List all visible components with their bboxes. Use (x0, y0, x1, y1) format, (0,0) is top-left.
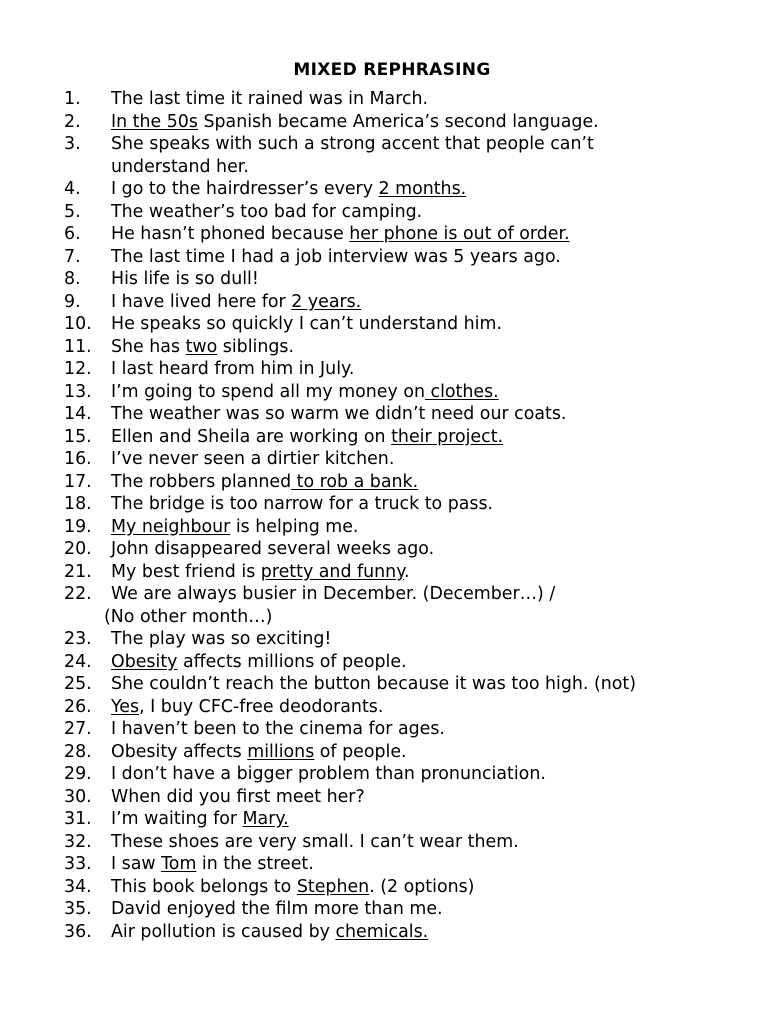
list-item (0, 223, 768, 246)
item-sentence (111, 921, 768, 944)
sentence-text: The last time it rained was in March. (111, 89, 429, 109)
underlined-phrase: pretty and funny (260, 561, 405, 582)
sentence-text: He hasn’t phoned because (111, 224, 350, 244)
item-sentence (111, 651, 768, 674)
sentence-text: I’m waiting for (111, 809, 243, 829)
item-number: 27. (64, 719, 92, 739)
underlined-phrase: 2 years. (291, 291, 362, 312)
sentence-text: I don’t have a bigger problem than pronunciation. (111, 764, 546, 784)
item-number: 9. (64, 291, 81, 312)
item-number: 21. (64, 561, 92, 582)
item-number: 35. (64, 899, 92, 919)
item-sentence (111, 493, 768, 516)
sentence-text: She speaks with such a strong accent that people can’t understand her. (111, 134, 594, 177)
item-sentence (111, 786, 768, 809)
sentence-text: . (2 options) (369, 876, 475, 897)
list-item (0, 921, 768, 944)
item-sentence (111, 628, 768, 651)
sentence-text: is helping me. (230, 516, 359, 537)
item-number: 33. (64, 854, 92, 874)
list-item (0, 876, 768, 899)
sentence-text: The last time I had a job interview was 5 years ago. (111, 246, 561, 267)
item-sentence (111, 291, 768, 314)
sentence-text: I last heard from him in July. (111, 359, 355, 379)
underlined-phrase: Mary. (242, 809, 289, 829)
underlined-phrase: their project. (391, 426, 504, 447)
list-item (0, 246, 768, 269)
item-sentence (111, 808, 768, 831)
underlined-phrase: Tom (161, 854, 197, 874)
sentence-text: This book belongs to (111, 876, 297, 897)
sentence-text: My best friend is (111, 561, 261, 582)
list-item (0, 358, 768, 381)
sentence-text: When did you first meet her? (111, 786, 365, 807)
list-item (0, 898, 768, 921)
sentence-text: The bridge is too narrow for a truck to pass. (111, 494, 494, 514)
item-sentence (111, 223, 768, 246)
sentence-text: The weather’s too bad for camping. (111, 201, 423, 222)
item-sentence (111, 471, 768, 494)
underlined-phrase: My neighbour (111, 516, 231, 537)
sentence-text: Ellen and Sheila are working on (111, 426, 392, 447)
list-item (0, 381, 768, 404)
item-number: 19. (64, 516, 92, 537)
sentence-text: I go to the hairdresser’s every (111, 179, 379, 199)
item-number: 26. (64, 696, 92, 717)
sentence-text: . (404, 561, 410, 582)
list-item (0, 111, 768, 134)
item-sentence (111, 336, 768, 359)
underlined-phrase: to rob a bank. (291, 471, 419, 492)
underlined-phrase: clothes. (425, 381, 499, 402)
underlined-phrase: millions (247, 741, 315, 762)
item-number: 7. (64, 246, 81, 267)
sentence-text: I’ve never seen a dirtier kitchen. (111, 449, 395, 469)
sentence-text: I’m going to spend all my money on (111, 381, 425, 402)
item-sentence (111, 673, 768, 696)
sentence-text: Obesity affects (111, 741, 248, 762)
item-number: 13. (64, 381, 92, 402)
sentence-text: siblings. (217, 336, 295, 357)
underlined-phrase: In the 50s (111, 111, 198, 132)
list-item (0, 538, 768, 561)
sentence-text: She couldn’t reach the button because it was too high. (not) (111, 674, 637, 694)
list-item (0, 516, 768, 539)
page-title: MIXED REPHRASING (293, 60, 491, 80)
list-item (0, 673, 768, 696)
item-number: 29. (64, 764, 92, 784)
sentence-text: I have lived here for (111, 291, 292, 312)
item-sentence (111, 448, 768, 471)
item-number: 5. (64, 201, 81, 222)
list-item (0, 336, 768, 359)
sentence-text: John disappeared several weeks ago. (111, 539, 435, 559)
list-item (0, 313, 768, 336)
list-item (0, 831, 768, 854)
item-number: 2. (64, 111, 81, 132)
item-sentence (111, 718, 768, 741)
item-sentence (111, 426, 768, 449)
underlined-phrase: Obesity (111, 651, 178, 672)
list-item (0, 426, 768, 449)
item-sentence (111, 696, 768, 719)
list-item (0, 786, 768, 809)
item-number: 22. (64, 584, 92, 604)
sentence-text: The play was so exciting! (111, 629, 332, 649)
underlined-phrase: Stephen (296, 876, 370, 897)
item-sentence (111, 381, 768, 404)
item-number: 31. (64, 809, 92, 829)
item-number: 36. (64, 921, 92, 942)
list-item (0, 201, 768, 224)
item-number: 15. (64, 426, 92, 447)
underlined-phrase: two (185, 336, 218, 357)
item-number: 6. (64, 224, 81, 244)
sentence-text: of people. (314, 741, 407, 762)
item-number: 8. (64, 269, 81, 289)
item-continuation: (No other month…) (104, 606, 273, 627)
item-number: 34. (64, 876, 92, 897)
item-sentence (111, 268, 768, 291)
list-item (0, 471, 768, 494)
sentence-text: affects millions of people. (177, 651, 407, 672)
sentence-list (0, 88, 768, 943)
item-sentence (111, 313, 768, 336)
item-sentence (111, 853, 768, 876)
list-item (0, 853, 768, 876)
item-number: 24. (64, 651, 92, 672)
item-sentence (111, 516, 768, 539)
sentence-text: These shoes are very small. I can’t wear them. (111, 831, 519, 852)
item-number: 1. (64, 89, 81, 109)
sentence-text: I saw (111, 854, 162, 874)
item-sentence (111, 403, 768, 426)
item-number: 16. (64, 449, 92, 469)
list-item (0, 88, 768, 111)
list-item (0, 561, 768, 584)
list-item (0, 178, 768, 201)
item-number: 17. (64, 471, 92, 492)
underlined-phrase: 2 months. (378, 179, 467, 199)
item-sentence (111, 741, 768, 764)
sentence-text: Spanish became America’s second language. (197, 111, 599, 132)
list-item (0, 651, 768, 674)
item-sentence (111, 876, 768, 899)
item-number: 25. (64, 674, 92, 694)
item-sentence (111, 133, 691, 178)
list-item (0, 268, 768, 291)
list-item (0, 448, 768, 471)
item-number: 32. (64, 831, 92, 852)
item-sentence (111, 178, 768, 201)
sentence-text: , I buy CFC-free deodorants. (139, 696, 384, 717)
sentence-text: We are always busier in December. (December…) / (111, 584, 556, 604)
item-number: 4. (64, 179, 81, 199)
sentence-text: The robbers planned (111, 471, 292, 492)
sentence-text: She has (111, 336, 186, 357)
sentence-text: He speaks so quickly I can’t understand him. (111, 314, 502, 334)
list-item (0, 718, 768, 741)
item-number: 11. (64, 336, 92, 357)
item-number: 18. (64, 494, 92, 514)
item-sentence (111, 201, 768, 224)
list-item (0, 403, 768, 426)
sentence-text: The weather was so warm we didn’t need our coats. (111, 404, 567, 424)
item-sentence (111, 831, 768, 854)
item-sentence (111, 358, 768, 381)
item-number: 23. (64, 629, 92, 649)
list-item (0, 583, 768, 628)
underlined-phrase: chemicals. (335, 921, 429, 942)
item-sentence (111, 763, 768, 786)
item-sentence (111, 88, 768, 111)
item-number: 28. (64, 741, 92, 762)
underlined-phrase: Yes (111, 696, 140, 717)
item-sentence (111, 561, 768, 584)
list-item (0, 741, 768, 764)
item-number: 12. (64, 359, 92, 379)
sentence-text: His life is so dull! (111, 269, 259, 289)
list-item (0, 628, 768, 651)
sentence-text: Air pollution is caused by (111, 921, 336, 942)
item-sentence (111, 111, 768, 134)
list-item (0, 763, 768, 786)
item-number: 20. (64, 539, 92, 559)
sentence-text: in the street. (196, 854, 314, 874)
list-item (0, 696, 768, 719)
item-sentence (111, 538, 768, 561)
item-number: 10. (64, 314, 92, 334)
sentence-text: I haven’t been to the cinema for ages. (111, 719, 445, 739)
item-number: 30. (64, 786, 92, 807)
list-item (0, 291, 768, 314)
item-sentence (111, 246, 768, 269)
item-number: 14. (64, 404, 92, 424)
item-number: 3. (64, 134, 81, 154)
item-sentence (111, 583, 768, 606)
sentence-text: David enjoyed the film more than me. (111, 899, 443, 919)
list-item (0, 133, 768, 178)
list-item (0, 493, 768, 516)
item-sentence (111, 898, 768, 921)
underlined-phrase: her phone is out of order. (349, 224, 570, 244)
list-item (0, 808, 768, 831)
